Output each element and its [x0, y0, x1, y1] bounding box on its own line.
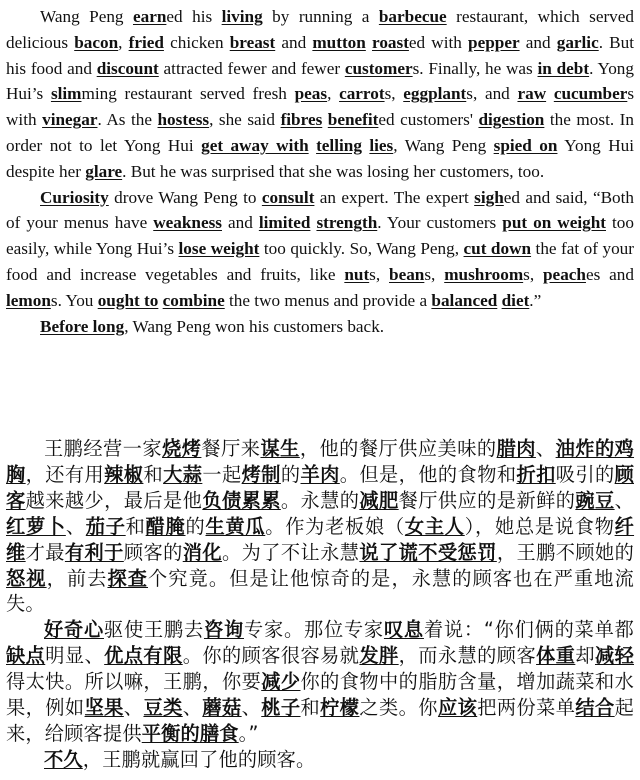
vocabulary-word: cucumber	[553, 84, 628, 104]
text-run: too quickly. So, Wang Peng,	[259, 239, 464, 259]
vocabulary-word: glare	[85, 161, 123, 181]
vocabulary-word: 发胖	[359, 644, 399, 668]
vocabulary-word: 应该	[437, 696, 478, 720]
vocabulary-word: 生黄瓜	[205, 514, 266, 538]
text-run: 却	[575, 644, 595, 668]
vocabulary-word: balanced	[431, 290, 498, 310]
text-run: 和	[300, 696, 321, 720]
paragraph	[6, 185, 634, 314]
paragraph	[6, 314, 634, 340]
text-run: ,	[118, 32, 129, 52]
text-run: . Your customers	[377, 213, 503, 233]
text-run: 才最	[25, 540, 65, 564]
vocabulary-word: 说了谎不受惩罚	[359, 540, 497, 564]
vocabulary-word: 探查	[107, 566, 149, 590]
text-run: ,	[327, 84, 340, 104]
text-run: es and	[585, 264, 634, 284]
vocabulary-word: 谋生	[260, 437, 300, 460]
vocabulary-word: hostess	[157, 110, 210, 130]
text-run: Wang Peng	[40, 7, 133, 26]
text-run: 餐厅来	[201, 437, 261, 460]
vocabulary-word: discount	[96, 58, 159, 78]
text-run: 驱使王鹏去	[103, 618, 204, 642]
text-run: ，还有用	[25, 462, 105, 486]
vocabulary-word: telling	[316, 135, 362, 155]
vocabulary-word: 优点有限	[104, 644, 183, 668]
text-run: 。为了不让永慧	[221, 540, 360, 564]
paragraph	[6, 747, 634, 773]
vocabulary-word: weakness	[153, 213, 222, 233]
vocabulary-word: 油炸的鸡胸	[6, 437, 635, 486]
text-run: 。作为老板娘（	[265, 514, 405, 538]
vocabulary-word: in debt	[537, 58, 590, 78]
vocabulary-word: 顾客	[6, 462, 634, 512]
text-run: ，前去	[46, 566, 108, 590]
vocabulary-word: bacon	[74, 32, 119, 52]
vocabulary-word: Before long	[40, 316, 125, 336]
text-run: ，而永慧的顾客	[398, 644, 537, 668]
text-run: . But he was surprised that she was losing her customers, too.	[122, 161, 545, 181]
text-run: s, and	[466, 84, 518, 104]
text-run: ed his	[166, 7, 222, 26]
text-run: s with	[6, 84, 635, 130]
text-run: 起来，给顾客提供	[6, 696, 635, 745]
text-run	[546, 84, 554, 103]
vocabulary-word: lemon	[6, 290, 51, 310]
vocabulary-word: 减少	[261, 670, 301, 694]
text-run: 。但是，他的食物和	[339, 462, 517, 486]
vocabulary-word: 有利于	[64, 540, 124, 564]
vocabulary-word: raw	[517, 84, 547, 104]
vocabulary-word: 茄子	[85, 514, 126, 538]
text-run: 把两份菜单	[477, 696, 576, 720]
vocabulary-word: lies	[369, 135, 394, 155]
vocabulary-word: 蘑菇	[202, 696, 242, 720]
vocabulary-word: 大蒜	[163, 462, 203, 486]
text-run: s. You	[50, 290, 98, 310]
text-run: the fat of your food and increase vegetables and fruits, like	[6, 239, 634, 284]
text-run: 之类。你	[359, 696, 438, 720]
vocabulary-word: 平衡的	[141, 721, 200, 745]
vocabulary-word: fibres	[280, 110, 323, 130]
vocabulary-word: get away with	[201, 135, 309, 155]
vocabulary-word: 怒视	[6, 566, 47, 590]
vocabulary-word: carrot	[339, 84, 385, 104]
vocabulary-word: 豆类	[143, 696, 183, 720]
vocabulary-word: 红萝卜	[6, 514, 66, 538]
text-run: and	[222, 213, 259, 233]
text-run: 专家。那位专家	[243, 618, 384, 642]
chinese-passage	[6, 436, 634, 773]
vocabulary-word: mutton	[312, 32, 366, 52]
text-run: 。”	[238, 721, 259, 745]
vocabulary-word: 桃子	[261, 696, 301, 720]
text-run: and	[275, 32, 313, 52]
vocabulary-word: digestion	[478, 110, 545, 130]
vocabulary-word: 羊肉	[300, 462, 340, 486]
text-run: . As the	[97, 110, 158, 130]
text-run: 、	[65, 514, 86, 538]
vocabulary-word: 缺点	[6, 644, 46, 668]
vocabulary-word: customer	[344, 58, 413, 78]
vocabulary-word: strength	[316, 213, 378, 233]
text-run: 顾客的	[123, 540, 183, 564]
vocabulary-word: 女主人	[404, 514, 465, 538]
text-run: 明显、	[45, 644, 105, 668]
text-run: 的	[185, 514, 206, 538]
text-run: restaurant, which served delicious	[6, 7, 634, 52]
vocabulary-word: consult	[261, 187, 315, 207]
paragraph	[6, 4, 634, 185]
text-run: ming restaurant served fresh	[81, 84, 295, 104]
vocabulary-word: bean	[389, 264, 425, 284]
text-run: attracted fewer and fewer	[158, 58, 345, 78]
text-run: 越来越少，最后是他	[25, 488, 203, 512]
vocabulary-word: diet	[501, 290, 530, 310]
vocabulary-word: cut down	[463, 239, 532, 259]
vocabulary-word: roast	[372, 32, 409, 52]
vocabulary-word: fried	[128, 32, 164, 52]
vocabulary-word: 纤维	[6, 514, 635, 564]
vocabulary-word: vinegar	[42, 110, 98, 130]
text-run: drove Wang Peng to	[108, 187, 262, 207]
vocabulary-word: 体重	[536, 644, 576, 668]
vocabulary-word: Curiosity	[40, 187, 109, 207]
vocabulary-word: lose weight	[178, 239, 260, 259]
text-run: 和	[125, 514, 146, 538]
text-run: 得太快。所以嘛，王鹏，你要	[6, 670, 262, 694]
text-run: . Yong Hui’s	[6, 58, 634, 104]
vocabulary-word: barbecue	[378, 7, 447, 26]
text-run: 、	[123, 696, 144, 720]
vocabulary-word: 好奇心	[44, 618, 104, 642]
text-run: 、	[182, 696, 203, 720]
text-run: .”	[529, 290, 542, 310]
vocabulary-word: 醋腌	[145, 514, 186, 538]
vocabulary-word: 烧烤	[162, 437, 202, 460]
text-run: by running a	[262, 7, 379, 26]
vocabulary-word: pepper	[468, 32, 520, 52]
vocabulary-word: sigh	[474, 187, 504, 207]
paragraph	[6, 436, 634, 617]
vocabulary-word: 烤制	[241, 462, 281, 486]
vocabulary-word: nut	[344, 264, 370, 284]
text-run: 的	[280, 462, 301, 486]
text-run: ed and said, “Both of your menus have	[6, 187, 635, 233]
text-run: , Wang Peng	[393, 135, 494, 155]
text-run: 着说：“你们俩的菜单都	[423, 618, 635, 642]
text-run: 、	[241, 696, 262, 720]
vocabulary-word: 咨询	[203, 618, 244, 642]
text-run: ，王鹏就赢回了他的顾客。	[82, 747, 316, 771]
text-run: ，他的餐厅供应美味的	[299, 437, 497, 460]
vocabulary-word: earn	[132, 7, 167, 26]
text-run: 餐厅供应的是新鲜的	[398, 488, 576, 512]
text-run: 、	[614, 488, 634, 512]
text-run: ed with	[408, 32, 469, 52]
english-passage	[6, 4, 634, 339]
vocabulary-word: spied on	[493, 135, 558, 155]
text-run: too easily, while Yong Hui’s	[6, 213, 634, 259]
paragraph	[6, 617, 634, 747]
text-run: an expert. The expert	[314, 187, 475, 207]
vocabulary-word: 不久	[44, 747, 83, 771]
text-run: . But his food and	[6, 32, 635, 78]
vocabulary-word: put on weight	[502, 213, 606, 233]
text-run: , Wang Peng won his customers back.	[124, 316, 385, 336]
vocabulary-word: 腊肉	[496, 437, 536, 460]
vocabulary-word: garlic	[556, 32, 599, 52]
vocabulary-word: 折扣	[516, 462, 556, 486]
vocabulary-word: 消化	[182, 540, 222, 564]
text-run: and	[519, 32, 557, 52]
vocabulary-word: 豌豆	[575, 488, 615, 512]
text-run: ed customers'	[378, 110, 479, 130]
text-run: s,	[523, 264, 543, 284]
vocabulary-word: 柠檬	[320, 696, 360, 720]
vocabulary-word: benefit	[327, 110, 379, 130]
text-run: s,	[384, 84, 404, 104]
text-run: 和	[143, 462, 164, 486]
vocabulary-word: 负债累累	[202, 488, 281, 512]
text-run: 。你的顾客很容易就	[182, 644, 360, 668]
text-run: s,	[424, 264, 445, 284]
text-run: s. Finally, he was	[412, 58, 538, 78]
text-run: 。永慧的	[280, 488, 360, 512]
vocabulary-word: combine	[162, 290, 225, 310]
vocabulary-word: 坚果	[84, 696, 124, 720]
text-run: the most. In order not to let Yong Hui	[6, 110, 634, 155]
vocabulary-word: peas	[294, 84, 328, 104]
text-run: the two menus and provide a	[224, 290, 432, 310]
vocabulary-word: living	[221, 7, 263, 26]
text-run: s,	[369, 264, 390, 284]
text-run: 个究竟。但是让他惊奇的是，永慧的顾客也在严重地流失。	[6, 566, 634, 616]
vocabulary-word: 减肥	[359, 488, 399, 512]
text-run: Yong Hui despite her	[6, 135, 634, 181]
text-run	[309, 136, 316, 155]
vocabulary-word: 辣椒	[104, 462, 144, 486]
vocabulary-word: limited	[258, 213, 311, 233]
vocabulary-word: 结合	[575, 696, 615, 720]
text-run: 你的食物中的脂肪含量，增加蔬菜和水果，例如	[6, 670, 634, 720]
text-run: 、	[535, 437, 556, 460]
vocabulary-word: mushroom	[444, 264, 524, 284]
vocabulary-word: eggplant	[403, 84, 467, 104]
text-run: 王鹏经营一家	[44, 437, 163, 460]
text-run: , she said	[209, 110, 281, 130]
vocabulary-word: slim	[50, 84, 82, 104]
text-run: 一起	[202, 462, 242, 486]
text-run: ，王鹏不顾她的	[496, 540, 635, 564]
vocabulary-word: 膳食	[199, 721, 239, 745]
vocabulary-word: 减轻	[594, 644, 635, 668]
text-run: 吸引的	[555, 462, 615, 486]
vocabulary-word: 叹息	[383, 618, 424, 642]
vocabulary-word: peach	[543, 264, 586, 284]
vocabulary-word: breast	[229, 32, 276, 52]
vocabulary-word: ought to	[97, 290, 159, 310]
text-run: chicken	[163, 32, 230, 52]
text-run: ），她总是说食物	[464, 514, 615, 538]
